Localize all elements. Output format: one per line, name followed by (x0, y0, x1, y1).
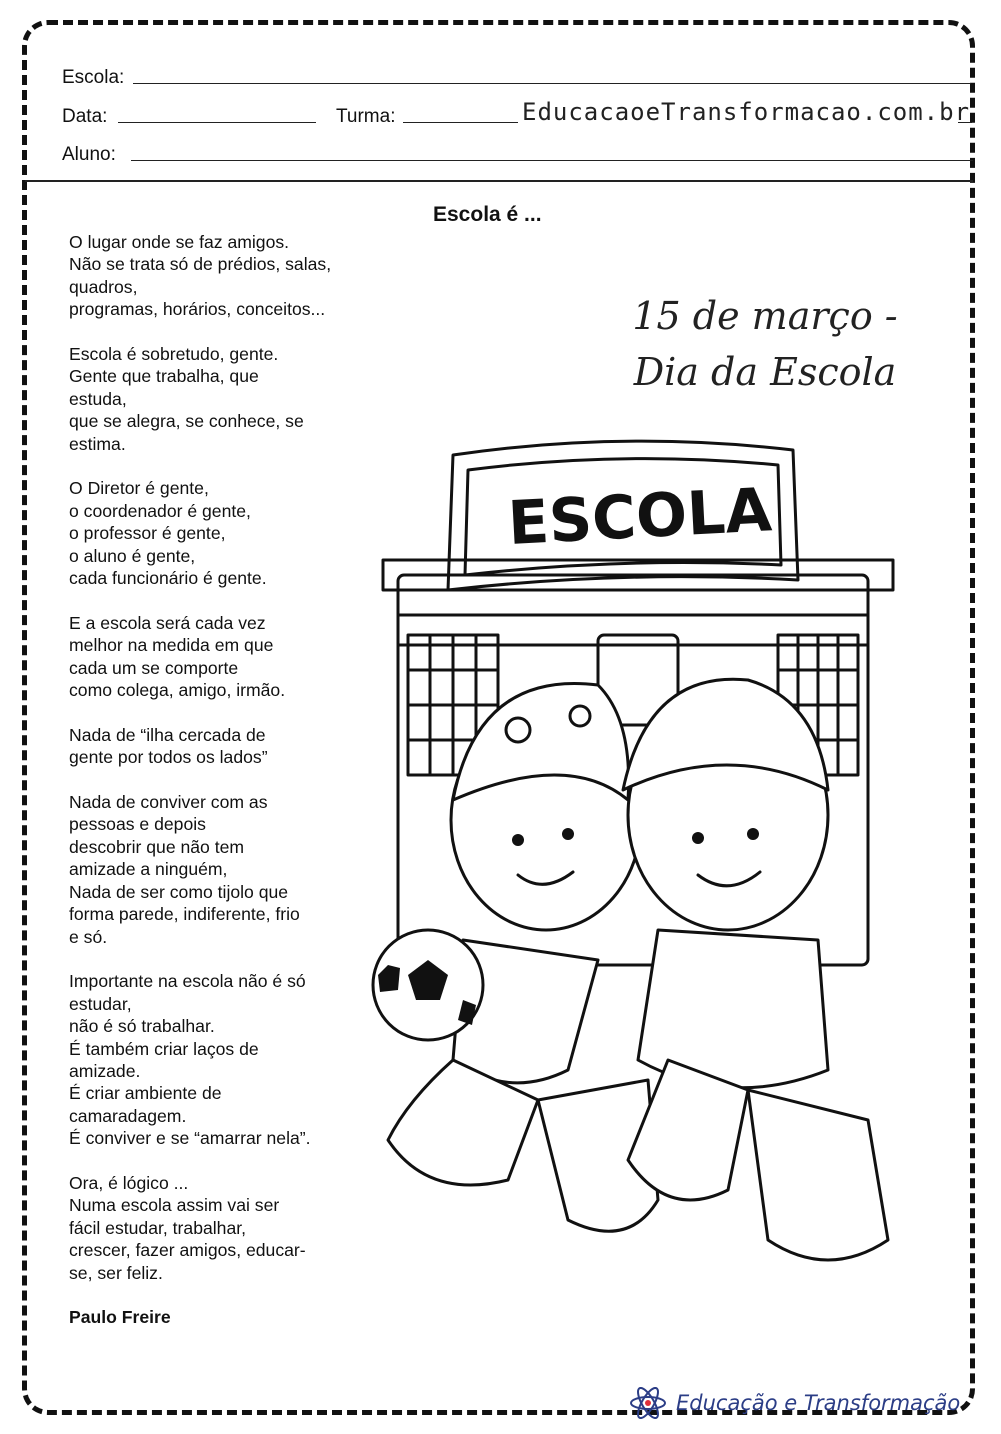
poem-stanza: E a escola será cada vez melhor na medida em que cada um se comporte como colega, amigo, irmão. (69, 612, 286, 701)
poem-stanza: Escola é sobretudo, gente. Gente que trabalha, que estuda, que se alegra, se conhece, se estima. (69, 344, 304, 454)
class-label: Turma: (336, 106, 396, 127)
poem-stanza: Ora, é lógico ... Numa escola assim vai ser fácil estudar, trabalhar, crescer, fazer amigos, educar- se, ser feliz. (69, 1172, 306, 1283)
student-field[interactable] (131, 160, 973, 161)
school-field[interactable] (133, 83, 971, 84)
website-url: EducacaoeTransformacao.com.br (522, 98, 971, 126)
poem-author: Paulo Freire (69, 1307, 171, 1328)
date-title-line2: Dia da Escola (633, 350, 897, 394)
date-title-line1: 15 de março - (632, 294, 898, 338)
date-label: Data: (62, 106, 108, 127)
class-field[interactable] (403, 122, 518, 123)
header-separator (25, 180, 973, 182)
atom-logo-icon (628, 1387, 668, 1419)
footer-brand-text: Educação e Transformação (676, 1391, 961, 1415)
poem-body (69, 231, 369, 1351)
poem-stanza: Importante na escola não é só estudar, não é só trabalhar. É também criar laços de amizade. É criar ambiente de camaradagem. É conviver e se “amarrar nela”. (69, 971, 311, 1149)
poem-stanza: O Diretor é gente, o coordenador é gente, o professor é gente, o aluno é gente, cada funcionário é gente. (69, 478, 267, 589)
poem-stanza: Nada de conviver com as pessoas e depois descobrir que não tem amizade a ninguém, Nada de ser como tijolo que forma parede, indiferente, frio e só. (69, 792, 300, 947)
school-children-illustration (368, 420, 938, 1380)
date-field[interactable] (118, 122, 316, 123)
poem-stanza: Nada de “ilha cercada de gente por todos os lados” (69, 724, 268, 768)
poem-title: Escola é ... (433, 203, 542, 226)
school-label: Escola: (62, 67, 125, 88)
poem-stanza: O lugar onde se faz amigos. Não se trata só de prédios, salas, quadros, programas, horários, conceitos... (69, 232, 332, 320)
student-label: Aluno: (62, 144, 116, 165)
footer-brand (628, 1387, 960, 1419)
date-title (600, 288, 930, 400)
sign-text: ESCOLA (506, 475, 774, 559)
class-field-end (958, 122, 972, 123)
